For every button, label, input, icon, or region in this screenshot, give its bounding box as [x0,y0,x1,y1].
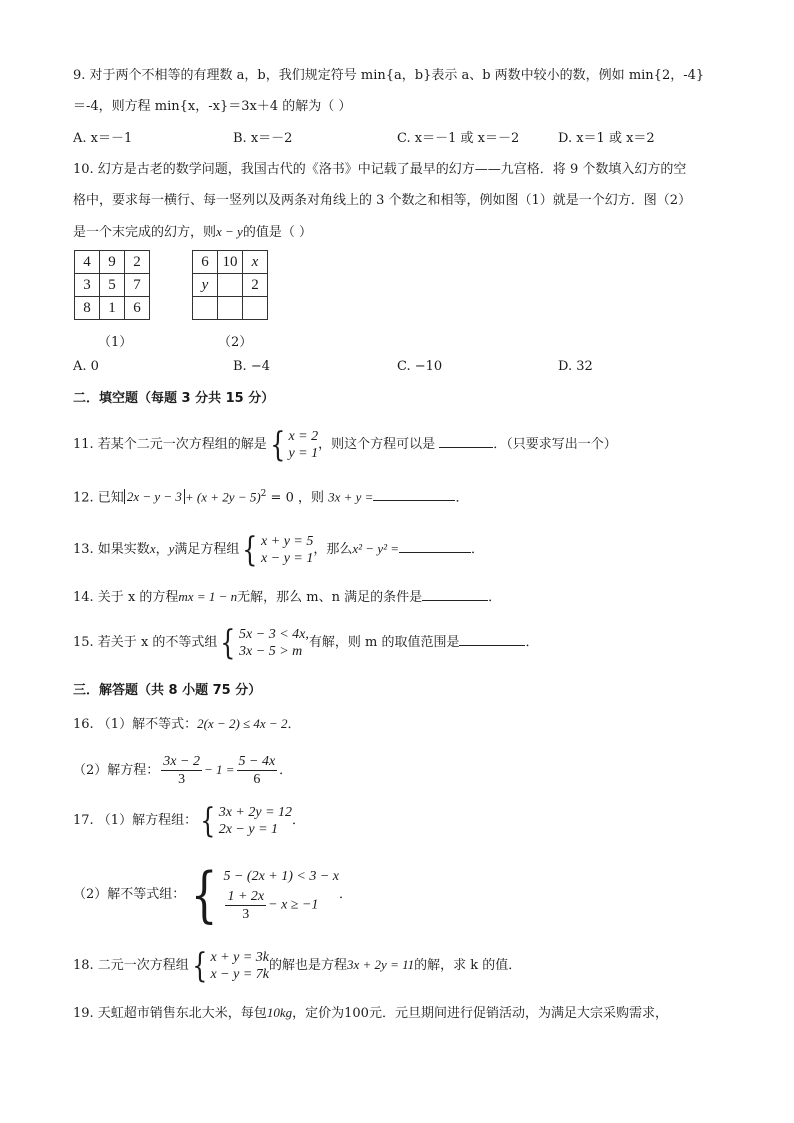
q13: 13. 如果实数x，y满足方程组{ x + y = 5 x − y = 1 ，那么x² − y² = ． [73,529,485,570]
caption-1: （1） [98,335,133,350]
q13-blank[interactable] [399,538,471,553]
q10-line1: 10. 幻方是古老的数学问题，我国古代的《洛书》中记载了最早的幻方——九宫格．将 9 个数填入幻方的空 [73,162,687,177]
magic-square-1: 4 9 2 3 5 7 8 1 6 [74,250,150,320]
q9-option-a: A. x＝－1 [73,131,133,146]
q12: 12. 已知 $2x - y - 3 + (x + 2y - 5)^2 = 0$ ，则 3x + y = ． [73,484,468,508]
q17-part1: 17. （1）解方程组：{ 3x + 2y = 12 2x − y = 1 ． [73,800,306,841]
q9-option-d: D. x＝1 或 x＝2 [558,131,655,146]
q10-line2: 格中，要求每一横行、每一竖列以及两条对角线上的 3 个数之和相等，例如图（1）就是一个幻方．图（2） [73,193,692,208]
q10-option-d: D. 32 [558,359,593,374]
q10-option-c: C. −10 [397,359,443,374]
q19: 19. 天虹超市销售东北大米，每包10kg，定价为100元．元旦期间进行促销活动，为满足大宗采购需求， [73,1005,668,1021]
q12-blank[interactable] [373,486,455,501]
q11: 11. 若某个二元一次方程组的解是{ x = 2 y = 1 ，则这个方程可以是 ．（只要求写出一个） [73,424,617,465]
magic-square-2: 6 10 x y 2 [192,250,268,320]
q15: 15. 若关于 x 的不等式组{ 5x − 3 < 4x, 3x − 5 > m 有解，则 m 的取值范围是 ． [73,622,539,663]
q15-blank[interactable] [459,631,525,646]
q18: 18. 二元一次方程组{ x + y = 3k x − y = 7k 的解也是方程3x + 2y = 11的解，求 k 的值． [73,945,522,986]
q9-line1: 9. 对于两个不相等的有理数 a，b，我们规定符号 min{a，b}表示 a、b 两数中较小的数，例如 min{2，-4} [73,68,705,83]
caption-2: （2） [218,335,253,350]
q9-option-b: B. x＝－2 [233,131,293,146]
section-3-title: 三．解答题（共 8 小题 75 分） [73,683,262,698]
section-2-title: 二．填空题（每题 3 分共 15 分） [73,391,275,406]
q16-part2: （2）解方程： $\frac{3x - 2}{3}$ − 1 = $\frac{5 - 4x}{6}$ ． [73,754,293,787]
q9-option-c: C. x＝－1 或 x＝－2 [397,131,520,146]
q10-option-b: B. −4 [233,359,270,374]
q10-line3: 是一个末完成的幻方，则x − y的值是（ ） [73,224,312,240]
q11-blank[interactable] [439,433,493,448]
q10-option-a: A. 0 [73,359,99,374]
q14-blank[interactable] [422,586,488,601]
q16-part1: 16. （1）解不等式：2(x − 2) ≤ 4x − 2． [73,716,301,732]
q9-line2: ＝-4，则方程 min{x，-x}＝3x＋4 的解为（ ） [73,99,352,114]
q14: 14. 关于 x 的方程mx = 1 − n无解，那么 m、n 满足的条件是 ． [73,586,501,608]
q17-part2: （2）解不等式组：{ 5 − (2x + 1) < 3 − x $\frac{1 + 2x}{3}$ − x ≥ −1 ． [73,859,353,930]
q10-expr: x − y [216,224,243,239]
